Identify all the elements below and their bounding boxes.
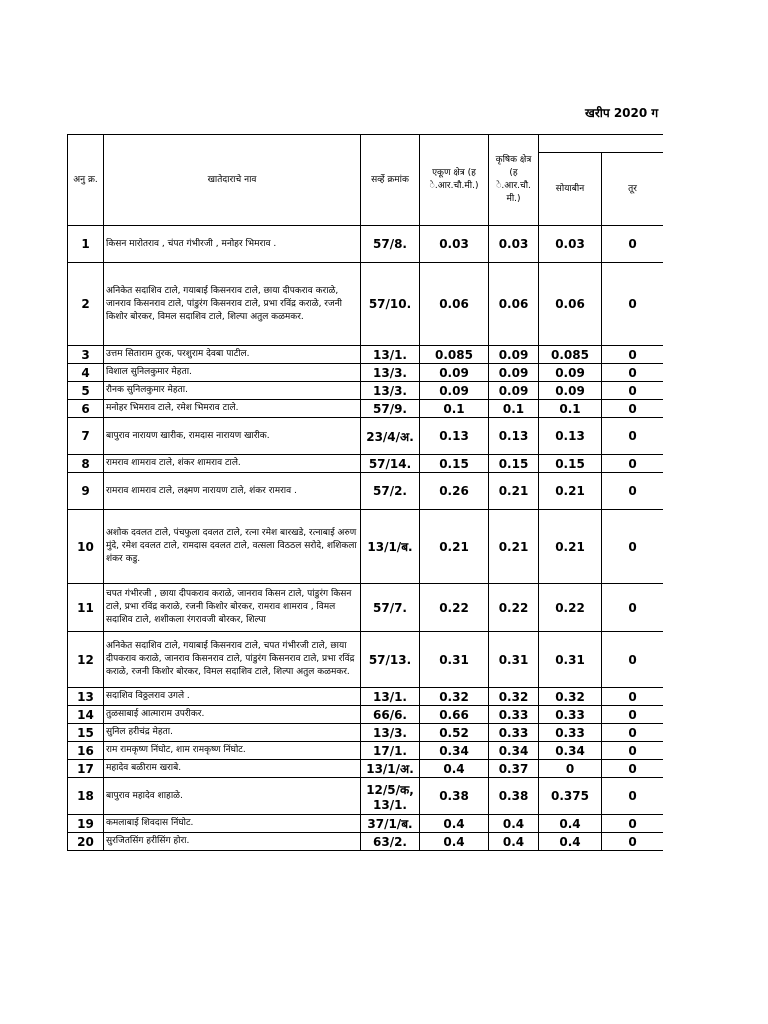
crop-table-sheet [67, 134, 663, 862]
owner-name-cell: उत्तम सिताराम तुरक, परशुराम देवबा पाटील. [104, 346, 361, 364]
agri-area-cell: 0.1 [489, 400, 539, 418]
header-top-row [68, 135, 664, 153]
agri-area-header-cell [489, 135, 539, 226]
survey-number-cell: 13/3. [361, 382, 420, 400]
sr-cell: 8 [68, 455, 104, 473]
survey-number-cell: 13/3. [361, 724, 420, 742]
agri-area-header: कृषिक क्षेत्र (ह े.आर.चौ. मी.) [495, 155, 532, 204]
owner-name-cell: बापुराव महादेव शाहाळे. [104, 778, 361, 815]
tur-cell: 0 [602, 778, 664, 815]
total-area-cell: 0.31 [420, 632, 489, 688]
owner-name-cell: महादेव बळीराम खराबे. [104, 760, 361, 778]
tur-cell: 0 [602, 263, 664, 346]
survey-number-cell: 57/14. [361, 455, 420, 473]
tur-cell: 0 [602, 346, 664, 364]
agri-area-cell: 0.4 [489, 833, 539, 851]
agri-area-cell: 0.21 [489, 473, 539, 510]
soybean-cell: 0.03 [539, 226, 602, 263]
survey-number-cell: 13/1. [361, 346, 420, 364]
tur-cell: 0 [602, 418, 664, 455]
sr-cell: 20 [68, 833, 104, 851]
agri-area-cell: 0.31 [489, 632, 539, 688]
soybean-cell: 0.21 [539, 510, 602, 584]
table-row [68, 510, 664, 584]
survey-number-cell: 57/8. [361, 226, 420, 263]
soybean-cell: 0.22 [539, 584, 602, 632]
total-area-cell: 0.66 [420, 706, 489, 724]
total-area-cell: 0.4 [420, 833, 489, 851]
total-area-cell: 0.32 [420, 688, 489, 706]
total-area-cell: 0.22 [420, 584, 489, 632]
sr-cell: 15 [68, 724, 104, 742]
agri-area-cell: 0.06 [489, 263, 539, 346]
total-area-cell: 0.4 [420, 760, 489, 778]
tur-cell: 0 [602, 473, 664, 510]
sr-cell: 16 [68, 742, 104, 760]
table-row [68, 418, 664, 455]
tur-cell: 0 [602, 760, 664, 778]
owner-name-cell: चपत गंभीरजी , छाया दीपकराव कराळे, जानराव किसन टाले, पांडुरंग किसन टाले, प्रभा रविंद्र कराळे, रजनी किशोर बोरकर, रामराव शामराव , विमल सदाशिव टाले, शशीकला रंगरावजी बोरकर, शिल्पा [104, 584, 361, 632]
survey-number-cell: 57/9. [361, 400, 420, 418]
tur-header: तूर [628, 183, 637, 194]
total-area-header-cell [420, 135, 489, 226]
sr-cell: 19 [68, 815, 104, 833]
agri-area-cell: 0.21 [489, 510, 539, 584]
survey-number-cell: 13/3. [361, 364, 420, 382]
tur-cell: 0 [602, 632, 664, 688]
soybean-cell: 0.09 [539, 364, 602, 382]
table-row [68, 742, 664, 760]
table-row [68, 833, 664, 851]
agri-area-cell: 0.09 [489, 364, 539, 382]
agri-area-cell: 0.34 [489, 742, 539, 760]
owner-name-cell: विशाल सुनिलकुमार मेहता. [104, 364, 361, 382]
owner-name-cell: मनोहर भिमराव टाले, रमेश भिमराव टाले. [104, 400, 361, 418]
survey-number-cell: 63/2. [361, 833, 420, 851]
tur-cell: 0 [602, 364, 664, 382]
soybean-cell: 0.33 [539, 724, 602, 742]
survey-number-cell: 66/6. [361, 706, 420, 724]
total-area-cell: 0.1 [420, 400, 489, 418]
soybean-cell: 0.32 [539, 688, 602, 706]
soybean-cell: 0.375 [539, 778, 602, 815]
survey-number-cell: 57/10. [361, 263, 420, 346]
sr-cell: 1 [68, 226, 104, 263]
survey-header: सर्व्हे क्रमांक [371, 174, 409, 185]
total-area-cell: 0.03 [420, 226, 489, 263]
agri-area-cell: 0.13 [489, 418, 539, 455]
table-row [68, 778, 664, 815]
table-row [68, 724, 664, 742]
table-row [68, 688, 664, 706]
owner-name-cell: रामराव शामराव टाले, शंकर शामराव टाले. [104, 455, 361, 473]
total-area-cell: 0.09 [420, 364, 489, 382]
survey-number-cell: 12/5/क, 13/1. [361, 778, 420, 815]
table-row [68, 706, 664, 724]
sr-cell: 7 [68, 418, 104, 455]
survey-number-cell: 17/1. [361, 742, 420, 760]
name-header-cell [104, 135, 361, 226]
agri-area-cell: 0.22 [489, 584, 539, 632]
agri-area-cell: 0.09 [489, 346, 539, 364]
soybean-header-cell [539, 153, 602, 226]
total-area-cell: 0.06 [420, 263, 489, 346]
owner-name-cell: अनिकेत सदाशिव टाले, गयाबाई किसनराव टाले, चपत गंभीरजी टाले, छाया दीपकराव कराळे, जानराव किसनराव टाले, पांडुरंग किसनराव टाले, प्रभा रविंद्र कराळे, रजनी किशोर बोरकर, विमल सदाशिव टाले, शिल्पा अतुल कळमकर. [104, 632, 361, 688]
survey-number-cell: 57/2. [361, 473, 420, 510]
tur-cell: 0 [602, 688, 664, 706]
total-area-cell: 0.52 [420, 724, 489, 742]
total-area-cell: 0.21 [420, 510, 489, 584]
soybean-cell: 0.4 [539, 833, 602, 851]
table-row [68, 632, 664, 688]
total-area-cell: 0.09 [420, 382, 489, 400]
agri-area-cell: 0.15 [489, 455, 539, 473]
tur-cell: 0 [602, 584, 664, 632]
survey-number-cell: 23/4/अ. [361, 418, 420, 455]
total-area-cell: 0.15 [420, 455, 489, 473]
survey-number-cell: 13/1. [361, 688, 420, 706]
owner-name-cell: सुरजितसिंग हरीसिंग होरा. [104, 833, 361, 851]
soybean-cell: 0.33 [539, 706, 602, 724]
agri-area-cell: 0.32 [489, 688, 539, 706]
total-area-cell: 0.34 [420, 742, 489, 760]
sr-header-cell [68, 135, 104, 226]
soybean-cell: 0.34 [539, 742, 602, 760]
sr-cell: 12 [68, 632, 104, 688]
owner-name-cell: किसन मारोतराव , चंपत गंभीरजी , मनोहर भिमराव . [104, 226, 361, 263]
survey-number-cell: 37/1/ब. [361, 815, 420, 833]
sr-cell: 11 [68, 584, 104, 632]
sr-cell: 18 [68, 778, 104, 815]
sr-cell: 3 [68, 346, 104, 364]
tur-cell: 0 [602, 226, 664, 263]
tur-cell: 0 [602, 706, 664, 724]
table-row [68, 400, 664, 418]
sr-cell: 5 [68, 382, 104, 400]
soybean-cell: 0.09 [539, 382, 602, 400]
soybean-cell: 0.1 [539, 400, 602, 418]
sr-cell: 9 [68, 473, 104, 510]
soybean-cell: 0.31 [539, 632, 602, 688]
owner-name-cell: राम रामकृष्ण निंघोट, शाम रामकृष्ण निंघोट. [104, 742, 361, 760]
total-area-header: एकूण क्षेत्र (ह े.आर.चौ.मी.) [429, 168, 479, 191]
sr-cell: 13 [68, 688, 104, 706]
table-row [68, 455, 664, 473]
owner-name-cell: तुळसाबाई आत्माराम उपरीकर. [104, 706, 361, 724]
sr-cell: 6 [68, 400, 104, 418]
survey-number-cell: 57/7. [361, 584, 420, 632]
agri-area-cell: 0.37 [489, 760, 539, 778]
tur-cell: 0 [602, 382, 664, 400]
soybean-cell: 0 [539, 760, 602, 778]
agri-area-cell: 0.33 [489, 724, 539, 742]
crop-table [67, 134, 663, 851]
table-row [68, 346, 664, 364]
survey-number-cell: 13/1/ब. [361, 510, 420, 584]
soybean-cell: 0.13 [539, 418, 602, 455]
survey-number-cell: 57/13. [361, 632, 420, 688]
table-row [68, 226, 664, 263]
soybean-cell: 0.21 [539, 473, 602, 510]
owner-name-cell: सुनिल हरीचंद्र मेहता. [104, 724, 361, 742]
tur-cell: 0 [602, 833, 664, 851]
table-row [68, 760, 664, 778]
soybean-cell: 0.06 [539, 263, 602, 346]
table-row [68, 473, 664, 510]
total-area-cell: 0.4 [420, 815, 489, 833]
table-row [68, 382, 664, 400]
owner-name-cell: रामराव शामराव टाले, लक्ष्मण नारायण टाले, शंकर रामराव . [104, 473, 361, 510]
agri-area-cell: 0.33 [489, 706, 539, 724]
tur-header-cell [602, 153, 664, 226]
sr-cell: 14 [68, 706, 104, 724]
sr-cell: 17 [68, 760, 104, 778]
total-area-cell: 0.26 [420, 473, 489, 510]
owner-name-cell: सदाशिव विठ्ठलराव उगले . [104, 688, 361, 706]
crop-group-header-cell [539, 135, 664, 153]
table-row [68, 364, 664, 382]
owner-name-cell: अशोक दवलत टाले, पंचफुला दवलत टाले, रत्ना रमेश बारखडे, रत्नाबाई अरुण मुंदे, रमेश दवलत टाले, रामदास दवलत टाले, वत्सला विठठल सरोदे, शशिकला शंकर कडु. [104, 510, 361, 584]
owner-name-cell: अनिकेत सदाशिव टाले, गयाबाई किसनराव टाले, छाया दीपकराव कराळे, जानराव किसनराव टाले, पांडुरंग किसनराव टाले, प्रभा रविंद्र कराळे, रजनी किशोर बोरकर, विमल सदाशिव टाले, शिल्पा अतुल कळमकर. [104, 263, 361, 346]
tur-cell: 0 [602, 400, 664, 418]
soybean-cell: 0.15 [539, 455, 602, 473]
total-area-cell: 0.38 [420, 778, 489, 815]
owner-name-cell: कमलाबाई शिवदास निंघोट. [104, 815, 361, 833]
survey-header-cell [361, 135, 420, 226]
sr-cell: 10 [68, 510, 104, 584]
sr-header: अनु क्र. [73, 174, 98, 185]
soybean-cell: 0.4 [539, 815, 602, 833]
soybean-header: सोयाबीन [555, 183, 585, 194]
tur-cell: 0 [602, 742, 664, 760]
page-title: खरीप 2020 ग [585, 106, 659, 120]
tur-cell: 0 [602, 815, 664, 833]
table-row [68, 263, 664, 346]
total-area-cell: 0.085 [420, 346, 489, 364]
sr-cell: 4 [68, 364, 104, 382]
owner-name-cell: रौनक सुनिलकुमार मेहता. [104, 382, 361, 400]
owner-name-cell: बापुराव नारायण खारीक, रामदास नारायण खारीक. [104, 418, 361, 455]
tur-cell: 0 [602, 510, 664, 584]
agri-area-cell: 0.4 [489, 815, 539, 833]
agri-area-cell: 0.09 [489, 382, 539, 400]
soybean-cell: 0.085 [539, 346, 602, 364]
agri-area-cell: 0.03 [489, 226, 539, 263]
tur-cell: 0 [602, 455, 664, 473]
sr-cell: 2 [68, 263, 104, 346]
total-area-cell: 0.13 [420, 418, 489, 455]
table-row [68, 815, 664, 833]
table-row [68, 584, 664, 632]
name-header: खातेदाराचे नाव [207, 174, 257, 185]
survey-number-cell: 13/1/अ. [361, 760, 420, 778]
agri-area-cell: 0.38 [489, 778, 539, 815]
tur-cell: 0 [602, 724, 664, 742]
